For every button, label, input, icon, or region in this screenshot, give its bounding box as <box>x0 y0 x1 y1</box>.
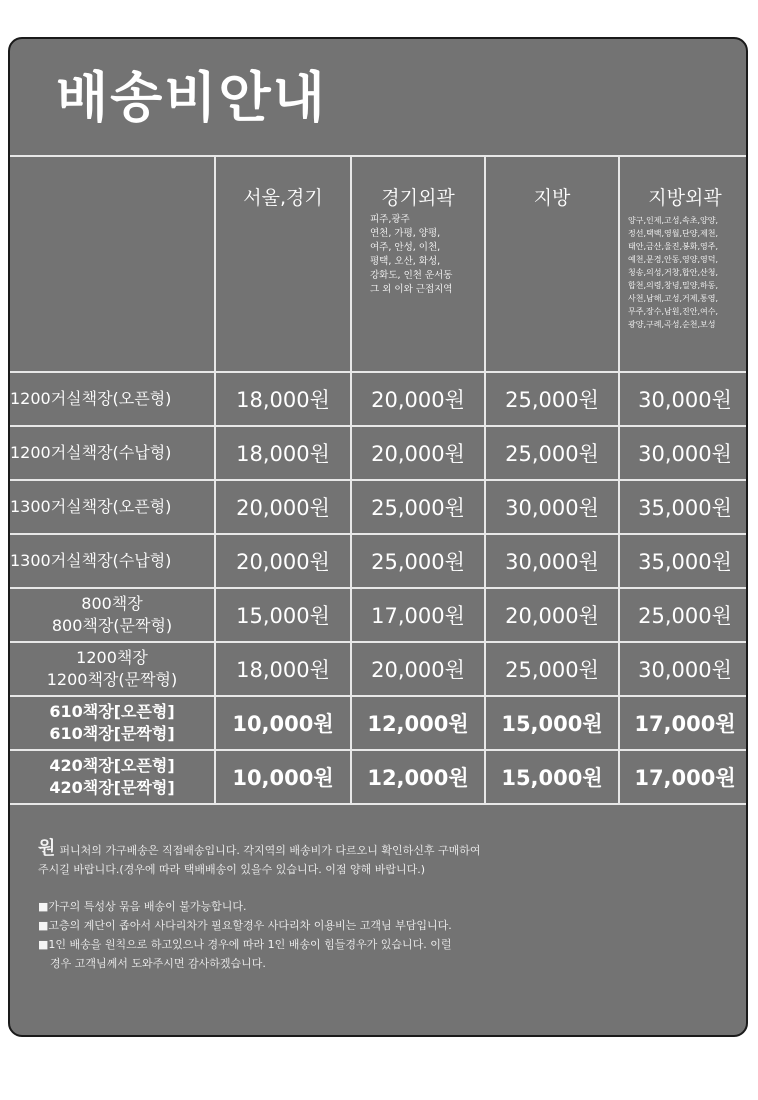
price-province: 15,000원 <box>501 712 603 736</box>
page-title: 배송비안내 <box>56 66 327 129</box>
price-province: 25,000원 <box>505 388 599 412</box>
table-divider <box>10 803 748 805</box>
note-line: 원퍼니처의 가구배송은 직접배송입니다. 각지역의 배송비가 다르오니 확인하신후 구매하여 <box>38 838 481 859</box>
price-province-outer: 30,000원 <box>638 388 732 412</box>
region-list: 양구,인제,고성,속초,양양, 정선,택백,영월,단양,제천, 태안,금산,울진,봉화,영주, 예천,문경,안동,영양,영덕, 청송,의성,거창,합안,산청, 합천,의령,창녕,밀양,하동, 사천,남해,고성,거제,통영, 무주,장수,남원,진안,여수, 광양,구례,곡성,순천,보성 <box>628 216 718 329</box>
column-label: 경기외곽 <box>381 187 455 209</box>
column-label: 지방 <box>533 187 571 209</box>
product-name: 800책장 800책장(문짝형) <box>51 594 173 635</box>
price-seoul: 20,000원 <box>236 496 330 520</box>
product-name: 610책장[오픈형] 610책장[문짝형] <box>49 702 175 743</box>
price-province-outer: 30,000원 <box>638 658 732 682</box>
shipping-fee-table <box>10 155 748 805</box>
column-divider <box>618 155 620 805</box>
note-line: ■가구의 특성상 묶음 배송이 불가능합니다. <box>38 900 247 913</box>
table-row <box>10 643 748 695</box>
column-label: 서울,경기 <box>243 187 323 209</box>
note-lead: 원 <box>38 838 56 859</box>
price-province: 25,000원 <box>505 658 599 682</box>
column-header-gyeonggi-outer <box>352 155 484 371</box>
price-province: 30,000원 <box>505 550 599 574</box>
product-name: 1300거실책장(오픈형) <box>10 497 172 516</box>
table-row <box>10 427 748 479</box>
column-divider <box>214 155 216 805</box>
price-province-outer: 35,000원 <box>638 496 732 520</box>
product-name: 420책장[오픈형] 420책장[문짝형] <box>49 756 175 797</box>
table-row <box>10 751 748 803</box>
shipping-info-card <box>8 37 748 1037</box>
note-line: 주시길 바랍니다.(경우에 따라 택배배송이 있을수 있습니다. 이점 양해 바랍니다.) <box>38 863 426 876</box>
column-label: 지방외곽 <box>648 187 722 209</box>
note-line: ■고층의 계단이 좁아서 사다리차가 필요할경우 사다리차 이용비는 고객님 부담입니다. <box>38 919 452 932</box>
price-province-outer: 25,000원 <box>638 604 732 628</box>
shipping-notes <box>38 839 728 973</box>
table-row <box>10 535 748 587</box>
price-gyeonggi-outer: 25,000원 <box>371 496 465 520</box>
price-province-outer: 35,000원 <box>638 550 732 574</box>
price-province-outer: 17,000원 <box>634 766 736 790</box>
price-seoul: 10,000원 <box>232 712 334 736</box>
price-gyeonggi-outer: 25,000원 <box>371 550 465 574</box>
price-gyeonggi-outer: 12,000원 <box>367 766 469 790</box>
price-seoul: 18,000원 <box>236 388 330 412</box>
price-province: 25,000원 <box>505 442 599 466</box>
price-seoul: 18,000원 <box>236 442 330 466</box>
price-province-outer: 17,000원 <box>634 712 736 736</box>
column-divider <box>350 155 352 805</box>
note-line: ■1인 배송을 원칙으로 하고있으나 경우에 따라 1인 배송이 힘들경우가 있습니다. 이럴 <box>38 938 452 951</box>
price-seoul: 15,000원 <box>236 604 330 628</box>
table-row <box>10 697 748 749</box>
price-gyeonggi-outer: 20,000원 <box>371 658 465 682</box>
column-header-province-outer <box>620 155 748 371</box>
column-header-province <box>486 155 618 371</box>
table-row <box>10 589 748 641</box>
price-seoul: 10,000원 <box>232 766 334 790</box>
price-gyeonggi-outer: 20,000원 <box>371 442 465 466</box>
column-divider <box>484 155 486 805</box>
product-name: 1200거실책장(수납형) <box>10 443 172 462</box>
price-province: 15,000원 <box>501 766 603 790</box>
product-name: 1200책장 1200책장(문짝형) <box>46 648 178 689</box>
region-list: 피주,광주 연천, 가평, 양평, 여주, 안성, 이천, 평택, 오산, 화성, 강화도, 인천 운서동 그 외 이와 근접지역 <box>370 214 453 295</box>
price-seoul: 18,000원 <box>236 658 330 682</box>
price-province: 20,000원 <box>505 604 599 628</box>
product-name: 1300거실책장(수납형) <box>10 551 172 570</box>
table-row <box>10 481 748 533</box>
price-seoul: 20,000원 <box>236 550 330 574</box>
column-header-seoul <box>216 155 350 371</box>
product-name: 1200거실책장(오픈형) <box>10 389 172 408</box>
price-gyeonggi-outer: 20,000원 <box>371 388 465 412</box>
price-province: 30,000원 <box>505 496 599 520</box>
price-gyeonggi-outer: 12,000원 <box>367 712 469 736</box>
price-gyeonggi-outer: 17,000원 <box>371 604 465 628</box>
note-line: 경우 고객님께서 도와주시면 감사하겠습니다. <box>50 957 266 970</box>
price-province-outer: 30,000원 <box>638 442 732 466</box>
table-row <box>10 373 748 425</box>
